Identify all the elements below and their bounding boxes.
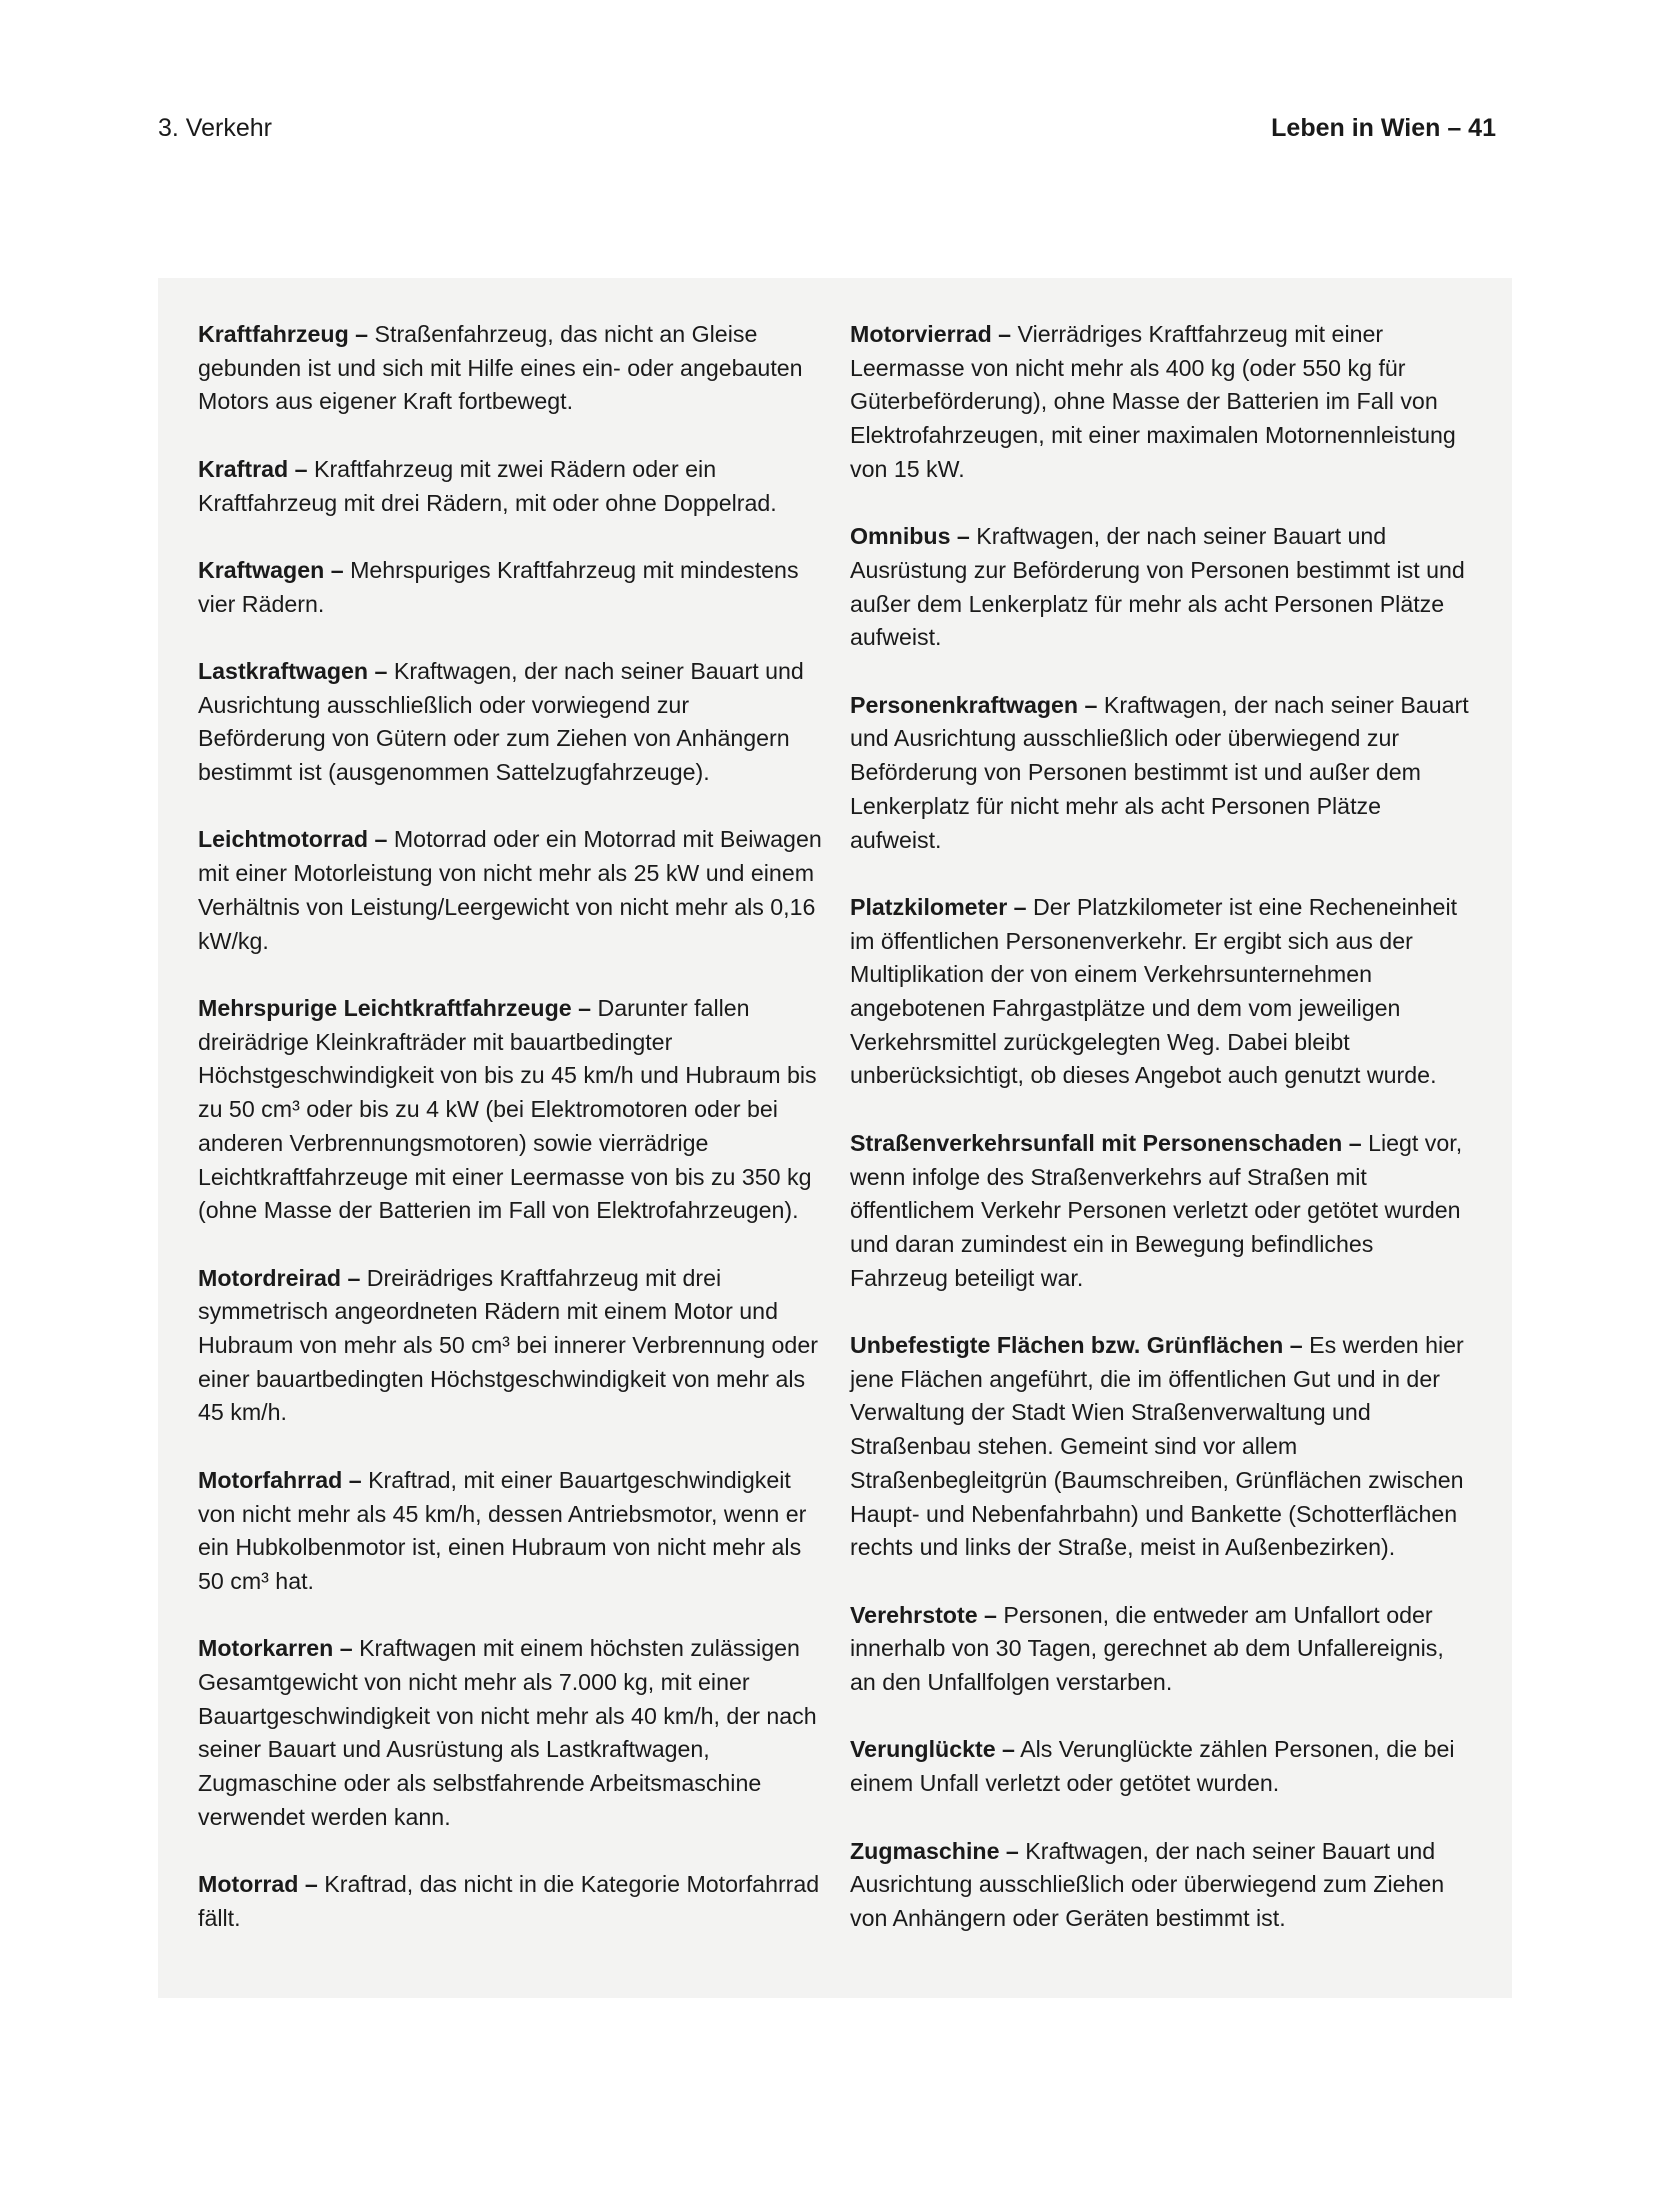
glossary-term: Mehrspurige Leichtkraftfahrzeuge – — [198, 994, 591, 1021]
glossary-entry — [198, 318, 823, 419]
page-number: Leben in Wien – 41 — [1271, 114, 1496, 142]
glossary-entry — [198, 1262, 823, 1431]
glossary-term: Motorvierrad – — [850, 321, 1012, 347]
glossary-definition: Straßenfahrzeug, das nicht an Gleise gebunden ist und sich mit Hilfe eines ein- oder angebauten Motors aus eigener Kraft fortbewegt. — [198, 321, 803, 415]
glossary-entry — [850, 689, 1475, 858]
glossary-entry — [850, 891, 1475, 1093]
glossary-term: Unbefestigte Flächen bzw. Grünflächen – — [850, 1332, 1303, 1359]
glossary-entry — [850, 1329, 1475, 1565]
glossary-definition: Mehrspuriges Kraftfahrzeug mit mindestens vier Rädern. — [198, 556, 799, 617]
glossary-definition: Vierrädriges Kraftfahrzeug mit einer Leermasse von nicht mehr als 400 kg (oder 550 kg für Güterbeförderung), ohne Masse der Batterien im Fall von Elektrofahrzeugen, mit einer maximalen Motornennleistung von 15 kW. — [850, 321, 1456, 482]
glossary-entry — [198, 554, 823, 621]
section-title: 3. Verkehr — [158, 114, 272, 142]
glossary-panel — [158, 278, 1512, 1998]
glossary-term: Straßenverkehrsunfall mit Personenschaden – — [850, 1129, 1362, 1156]
glossary-definition: Kraftwagen, der nach seiner Bauart und Ausrichtung ausschließlich oder überwiegend zur Beförderung von Personen bestimmt ist und außer dem Lenkerplatz für nicht mehr als acht Personen Plätze aufweist. — [850, 691, 1469, 853]
glossary-entry — [198, 823, 823, 958]
glossary-definition: Kraftrad, mit einer Bauartgeschwindigkeit von nicht mehr als 45 km/h, dessen Antriebsmotor, wenn er ein Hubkolbenmotor ist, einen Hubraum von nicht mehr als 50 cm³ hat. — [198, 1466, 807, 1594]
glossary-term: Kraftwagen – — [198, 556, 344, 583]
glossary-entry — [198, 1464, 823, 1599]
glossary-definition: Kraftwagen, der nach seiner Bauart und Ausrichtung ausschließlich oder vorwiegend zur Beförderung von Gütern oder zum Ziehen von Anhängern bestimmt ist (ausgenommen Sattelzugfahrzeuge). — [198, 657, 804, 786]
glossary-definition: Motorrad oder ein Motorrad mit Beiwagen mit einer Motorleistung von nicht mehr als 25 kW und einem Verhältnis von Leistung/Leergewicht von nicht mehr als 0,16 kW/kg. — [198, 826, 822, 954]
glossary-definition: Personen, die entweder am Unfallort oder innerhalb von 30 Tagen, gerechnet ab dem Unfallereignis, an den Unfallfolgen verstarben. — [850, 1601, 1444, 1696]
glossary-term: Motorrad – — [198, 1871, 318, 1898]
glossary-term: Motorfahrrad – — [198, 1466, 362, 1493]
glossary-term: Verehrstote – — [850, 1601, 997, 1628]
glossary-entry — [198, 992, 823, 1228]
glossary-entry — [198, 655, 823, 790]
glossary-term: Lastkraftwagen – — [198, 657, 388, 684]
glossary-term: Platzkilometer – — [850, 893, 1027, 920]
glossary-entry — [850, 1599, 1475, 1700]
glossary-definition: Es werden hier jene Flächen angeführt, die im öffentlichen Gut und in der Verwaltung der Stadt Wien Straßenverwaltung und Straßenbau stehen. Gemeint sind vor allem Straßenbegleitgrün (Baumschreiben, Grünflächen zwischen Haupt- und Nebenfahrbahn) und Bankette (Schotterflächen rechts und links der Straße, meist in Außenbezirken). — [850, 1332, 1464, 1561]
glossary-entry — [198, 1868, 823, 1935]
glossary-definition: Darunter fallen dreirädrige Kleinkrafträder mit bauartbedingter Höchstgeschwindigkeit von bis zu 45 km/h und Hubraum bis zu 50 cm³ oder bis zu 4 kW (bei Elektromotoren oder bei anderen Verbrennungsmotoren) sowie vierrädrige Leichtkraftfahrzeuge mit einer Leermasse von bis zu 350 kg (ohne Masse der Batterien im Fall von Elektrofahrzeugen). — [198, 994, 817, 1224]
glossary-term: Motorkarren – — [198, 1635, 353, 1662]
glossary-definition: Kraftwagen mit einem höchsten zulässigen Gesamtgewicht von nicht mehr als 7.000 kg, mit einer Bauartgeschwindigkeit von nicht mehr als 40 km/h, der nach seiner Bauart und Ausrüstung als Lastkraftwagen, Zugmaschine oder als selbstfahrende Arbeitsmaschine verwendet werden kann. — [198, 1635, 817, 1830]
glossary-definition: Kraftwagen, der nach seiner Bauart und Ausrüstung zur Beförderung von Personen bestimmt ist und außer dem Lenkerplatz für mehr als acht Personen Plätze aufweist. — [850, 523, 1465, 651]
glossary-entry — [850, 1127, 1475, 1296]
glossary-term: Verunglückte – — [850, 1736, 1015, 1763]
glossary-definition: Als Verunglückte zählen Personen, die bei einem Unfall verletzt oder getötet wurden. — [850, 1736, 1455, 1797]
glossary-entry — [850, 1835, 1475, 1936]
glossary-definition: Kraftrad, das nicht in die Kategorie Motorfahrrad fällt. — [198, 1871, 820, 1931]
glossary-entry — [850, 1733, 1475, 1800]
glossary-definition: Dreirädriges Kraftfahrzeug mit drei symmetrisch angeordneten Rädern mit einem Motor und Hubraum von mehr als 50 cm³ bei innerer Verbrennung oder einer bauartbedingten Höchstgeschwindigkeit von mehr als 45 km/h. — [198, 1264, 818, 1426]
glossary-definition: Kraftwagen, der nach seiner Bauart und Ausrichtung ausschließlich oder überwiegend zum Ziehen von Anhängern oder Geräten bestimmt ist. — [850, 1837, 1445, 1931]
glossary-definition: Kraftfahrzeug mit zwei Rädern oder ein Kraftfahrzeug mit drei Rädern, mit oder ohne Doppelrad. — [198, 455, 777, 516]
glossary-entry — [198, 1632, 823, 1834]
glossary-term: Omnibus – — [850, 523, 970, 550]
glossary-term: Leichtmotorrad – — [198, 826, 388, 853]
glossary-term: Motordreirad – — [198, 1264, 361, 1291]
glossary-left-column — [198, 318, 823, 1969]
glossary-entry — [850, 520, 1475, 655]
glossary-term: Personenkraftwagen – — [850, 691, 1098, 718]
glossary-term: Kraftrad – — [198, 455, 308, 482]
glossary-definition: Der Platzkilometer ist eine Recheneinheit im öffentlichen Personenverkehr. Er ergibt sich aus der Multiplikation der von einem Verkehrsunternehmen angebotenen Fahrgastplätze und dem vom jeweiligen Verkehrsmittel zurückgelegten Weg. Dabei bleibt unberücksichtigt, ob dieses Angebot auch genutzt wurde. — [850, 893, 1458, 1089]
glossary-term: Kraftfahrzeug – — [198, 321, 369, 347]
glossary-right-column — [850, 318, 1475, 1969]
glossary-term: Zugmaschine – — [850, 1837, 1019, 1864]
glossary-entry — [850, 318, 1475, 487]
glossary-definition: Liegt vor, wenn infolge des Straßenverkehrs auf Straßen mit öffentlichem Verkehr Personen verletzt oder getötet wurden und daran zumindest ein in Bewegung befindliches Fahrzeug beteiligt war. — [850, 1129, 1463, 1291]
glossary-entry — [198, 453, 823, 520]
